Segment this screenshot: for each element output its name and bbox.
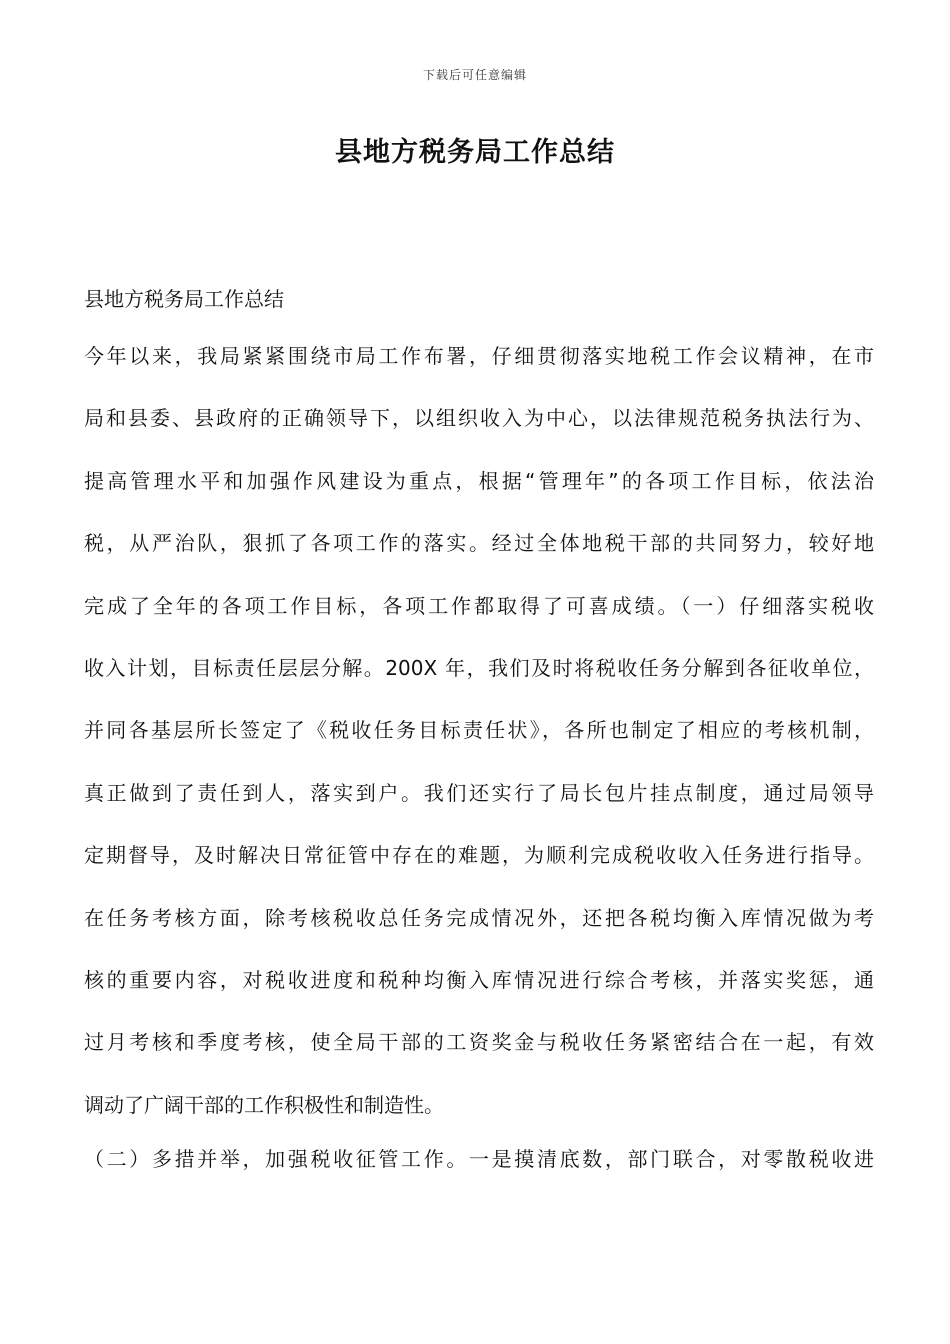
text-line: 在任务考核方面，除考核税收总任务完成情况外，还把各税均衡入库情况做为考 xyxy=(84,905,874,930)
body-paragraph-2 xyxy=(84,1128,874,1190)
text-line: 真正做到了责任到人，落实到户。我们还实行了局长包片挂点制度，通过局领导 xyxy=(84,780,874,805)
document-subtitle: 县地方税务局工作总结 xyxy=(84,287,284,311)
text-line: 税，从严治队，狠抓了各项工作的落实。经过全体地税干部的共同努力，较好地 xyxy=(84,531,874,556)
text-line: 今年以来，我局紧紧围绕市局工作布署，仔细贯彻落实地税工作会议精神，在市 xyxy=(84,344,874,368)
text-line: 核的重要内容，对税收进度和税种均衡入库情况进行综合考核，并落实奖惩，通 xyxy=(84,967,874,992)
text-line: 提高管理水平和加强作风建设为重点，根据“管理年”的各项工作目标，依法治 xyxy=(84,468,874,493)
text-line: 过月考核和季度考核，使全局干部的工资奖金与税收任务紧密结合在一起，有效 xyxy=(84,1030,874,1055)
text-line: 收入计划，目标责任层层分解。200X 年，我们及时将税收任务分解到各征收单位， xyxy=(84,655,874,680)
text-line: 完成了全年的各项工作目标，各项工作都取得了可喜成绩。（一）仔细落实税收 xyxy=(84,593,874,618)
text-line: （二）多措并举，加强税收征管工作。一是摸清底数，部门联合，对零散税收进 xyxy=(84,1147,874,1171)
document-title: 县地方税务局工作总结 xyxy=(335,137,615,168)
text-line: 局和县委、县政府的正确领导下，以组织收入为中心，以法律规范税务执法行为、 xyxy=(84,406,874,431)
text-line: 定期督导，及时解决日常征管中存在的难题，为顺利完成税收收入任务进行指导。 xyxy=(84,843,874,868)
text-line: 并同各基层所长签定了《税收任务目标责任状》，各所也制定了相应的考核机制， xyxy=(84,718,874,743)
body-paragraph-1 xyxy=(84,325,874,1136)
header-note: 下载后可任意编辑 xyxy=(422,68,527,82)
text-line: 调动了广阔干部的工作积极性和制造性。 xyxy=(84,1092,444,1117)
